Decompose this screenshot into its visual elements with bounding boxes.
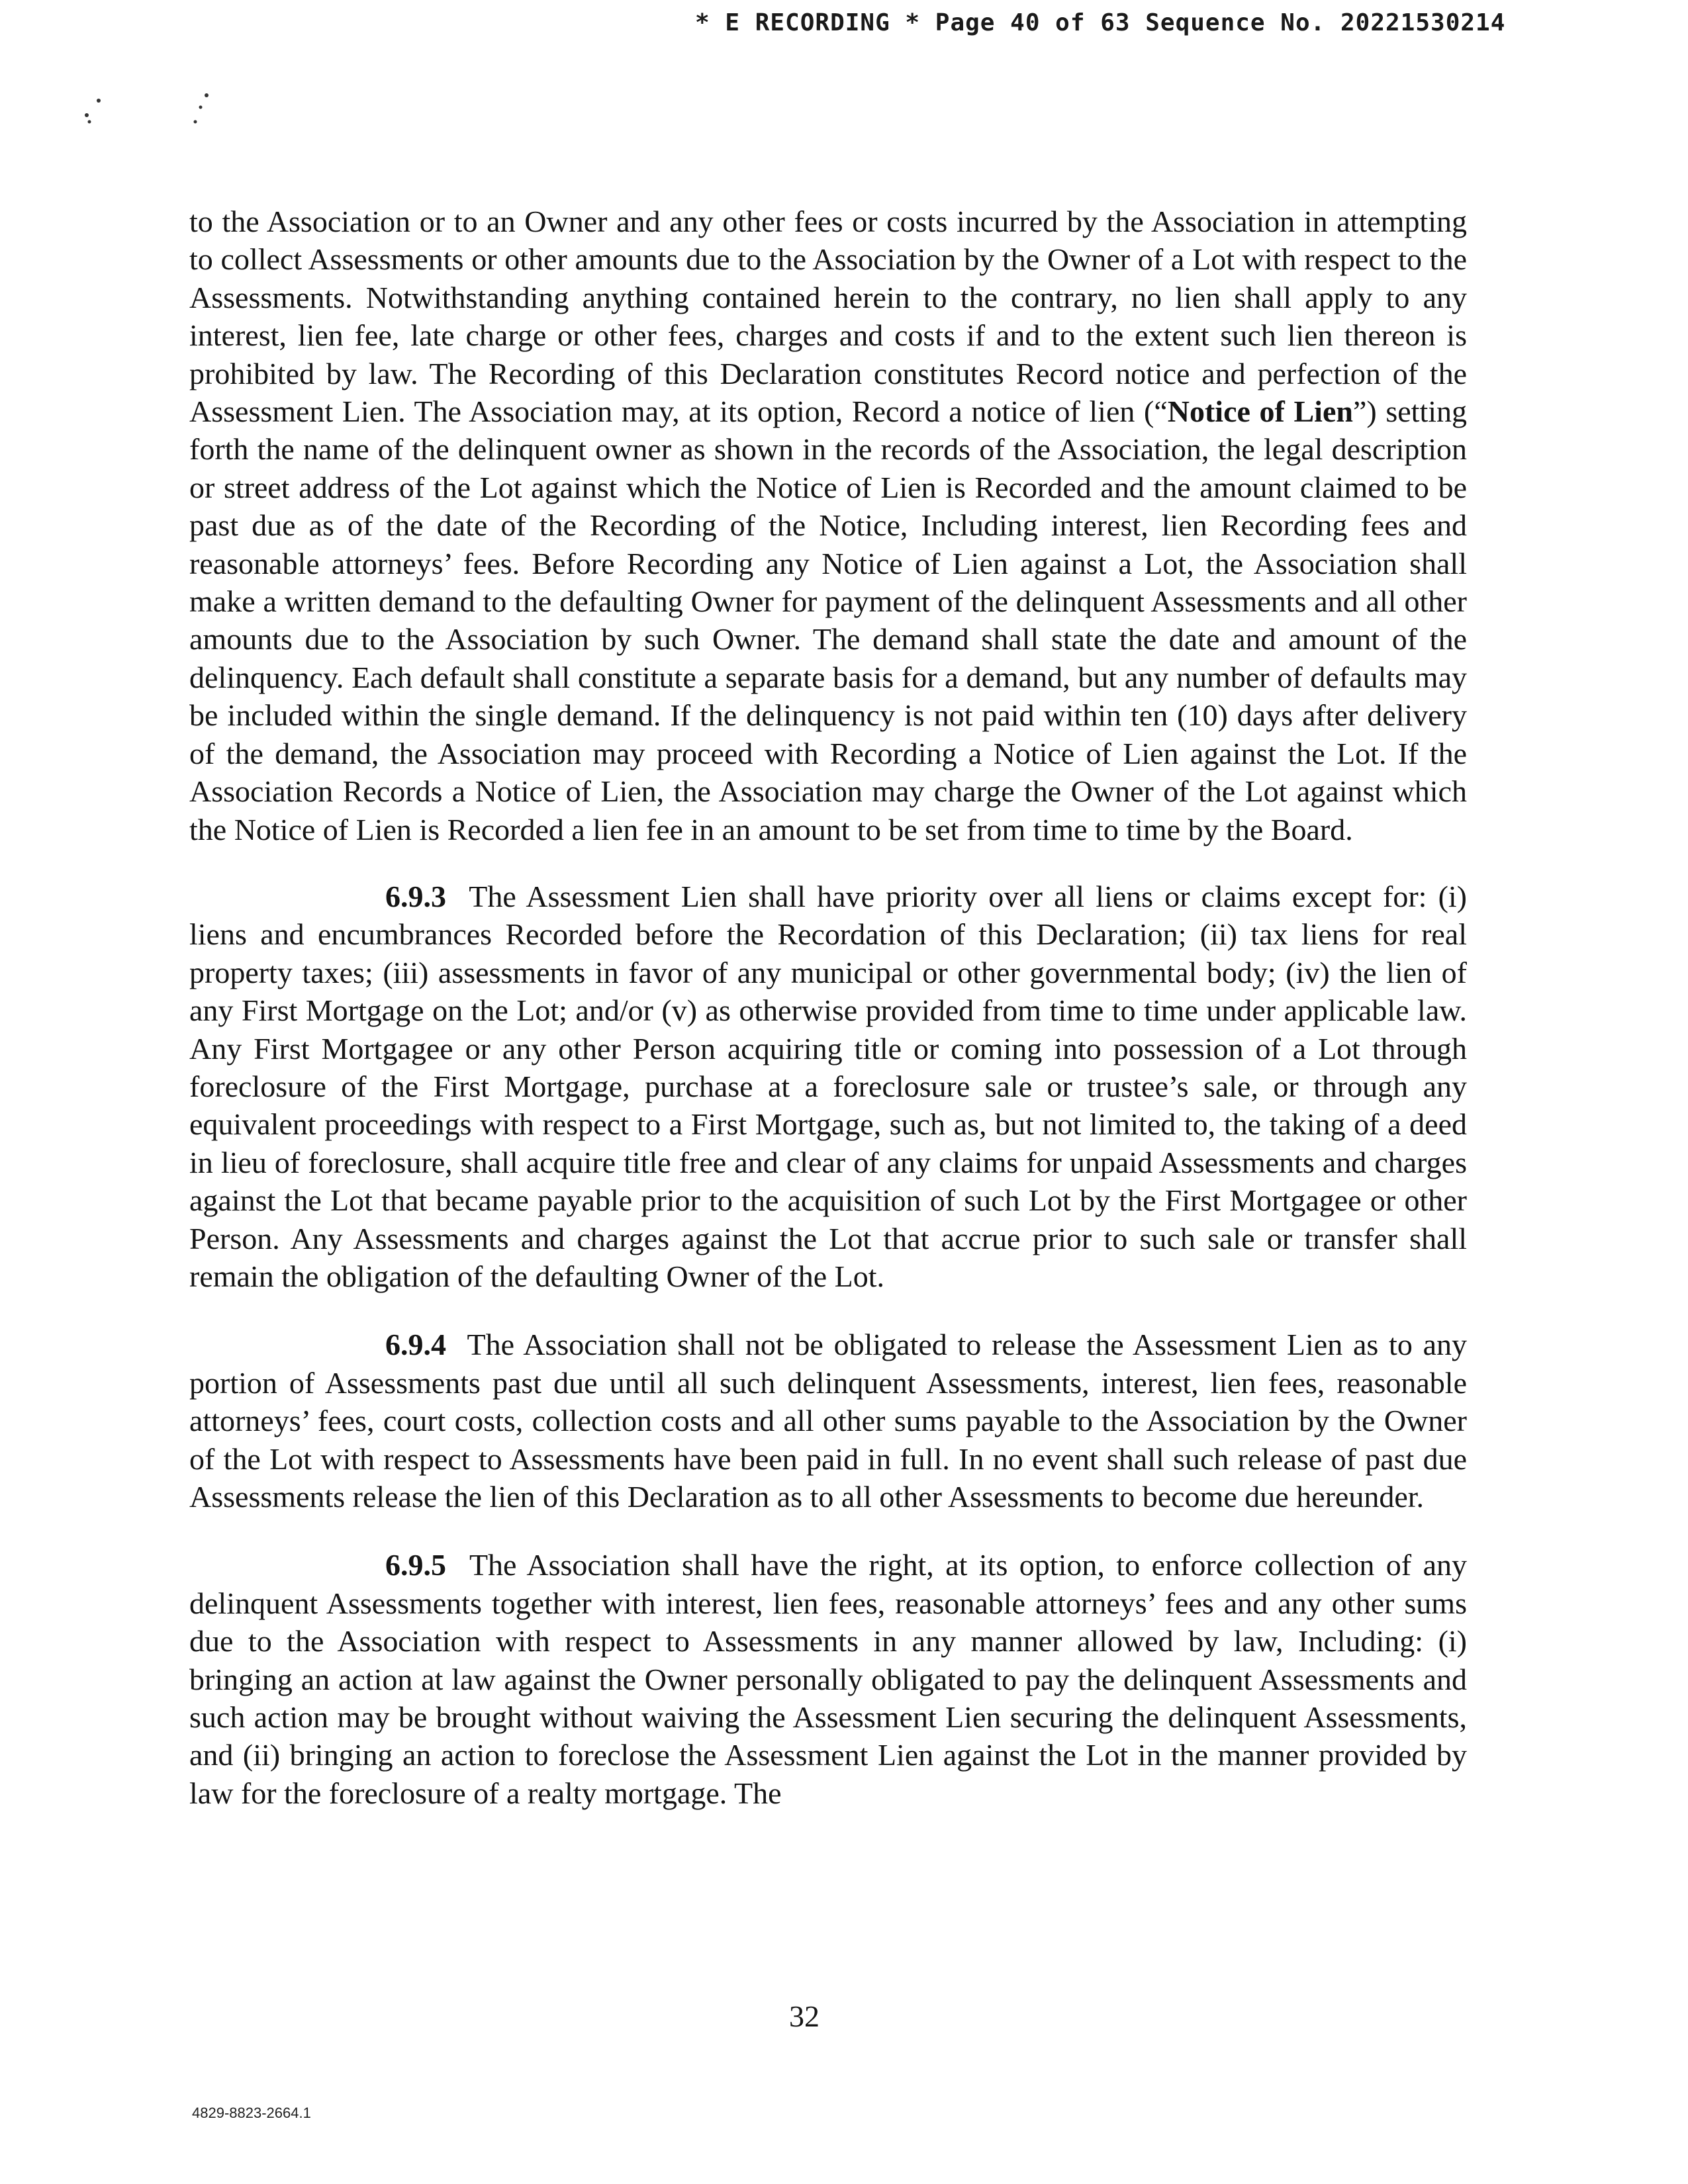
section-number: 6.9.5 xyxy=(385,1548,446,1582)
section-number: 6.9.4 xyxy=(385,1328,446,1362)
continuation-paragraph xyxy=(189,203,1467,848)
section-6-9-5 xyxy=(189,1546,1467,1812)
defined-term-notice-of-lien: Notice of Lien xyxy=(1167,394,1353,429)
section-text: The Assessment Lien shall have priority over all liens or claims except for: (i) liens and encumbrances Recorded before the Recordation of this Declaration; (ii) tax liens for real property taxes; (iii) assessments in favor of any municipal or other governmental body; (iv) the lien of any First Mortgage on the Lot; and/or (v) as otherwise provided from time to time under applicable law. Any First Mortgagee or any other Person acquiring title or coming into possession of a Lot through foreclosure of the First Mortgage, purchase at a foreclosure sale or trustee’s sale, or through any equivalent proceedings with respect to a First Mortgage, such as, but not limited to, the taking of a deed in lieu of foreclosure, shall acquire title free and clear of any claims for unpaid Assessments and charges against the Lot that became payable prior to the acquisition of such Lot by the First Mortgagee or other Person. Any Assessments and charges against the Lot that accrue prior to such sale or transfer shall remain the obligation of the defaulting Owner of the Lot. xyxy=(189,879,1467,1293)
recording-stamp-header: * E RECORDING * Page 40 of 63 Sequence No. 20221530214 xyxy=(695,9,1506,36)
scan-specks-decoration xyxy=(83,93,228,132)
section-6-9-3 xyxy=(189,878,1467,1295)
document-id: 4829-8823-2664.1 xyxy=(192,2105,311,2121)
paragraph-text-end: ”) setting forth the name of the delinquent owner as shown in the records of the Association, the legal description or street address of the Lot against which the Notice of Lien is Recorded and the amount claimed to be past due as of the date of the Recording of the Notice, Including interest, lien Recording fees and reasonable attorneys’ fees. Before Recording any Notice of Lien against a Lot, the Association shall make a written demand to the defaulting Owner for payment of the delinquent Assessments and all other amounts due to the Association by such Owner. The demand shall state the date and amount of the delinquency. Each default shall constitute a separate basis for a demand, but any number of defaults may be included within the single demand. If the delinquency is not paid within ten (10) days after delivery of the demand, the Association may proceed with Recording a Notice of Lien against the Lot. If the Association Records a Notice of Lien, the Association may charge the Owner of the Lot against which the Notice of Lien is Recorded a lien fee in an amount to be set from time to time by the Board. xyxy=(189,394,1467,846)
page-number: 32 xyxy=(789,1999,820,2033)
section-number: 6.9.3 xyxy=(385,879,446,913)
document-body xyxy=(189,203,1467,1843)
section-text: The Association shall not be obligated to release the Assessment Lien as to any portion of Assessments past due until all such delinquent Assessments, interest, lien fees, reasonable attorneys’ fees, court costs, collection costs and all other sums payable to the Association by the Owner of the Lot with respect to Assessments have been paid in full. In no event shall such release of past due Assessments release the lien of this Declaration as to all other Assessments to become due hereunder. xyxy=(189,1328,1467,1514)
section-6-9-4 xyxy=(189,1326,1467,1516)
paragraph-text-start: to the Association or to an Owner and any other fees or costs incurred by the Association in attempting to collect Assessments or other amounts due to the Association by the Owner of a Lot with respect to the Assessments. Notwithstanding anything contained herein to the contrary, no lien shall apply to any interest, lien fee, late charge or other fees, charges and costs if and to the extent such lien thereon is prohibited by law. The Recording of this Declaration constitutes Record notice and perfection of the Assessment Lien. The Association may, at its option, Record a notice of lien (“ xyxy=(189,205,1467,429)
section-text: The Association shall have the right, at its option, to enforce collection of any delinquent Assessments together with interest, lien fees, reasonable attorneys’ fees and any other sums due to the Association with respect to Assessments in any manner allowed by law, Including: (i) bringing an action at law against the Owner personally obligated to pay the delinquent Assessments and such action may be brought without waiving the Assessment Lien securing the delinquent Assessments, and (ii) bringing an action to foreclose the Assessment Lien against the Lot in the manner provided by law for the foreclosure of a realty mortgage. The xyxy=(189,1548,1467,1810)
